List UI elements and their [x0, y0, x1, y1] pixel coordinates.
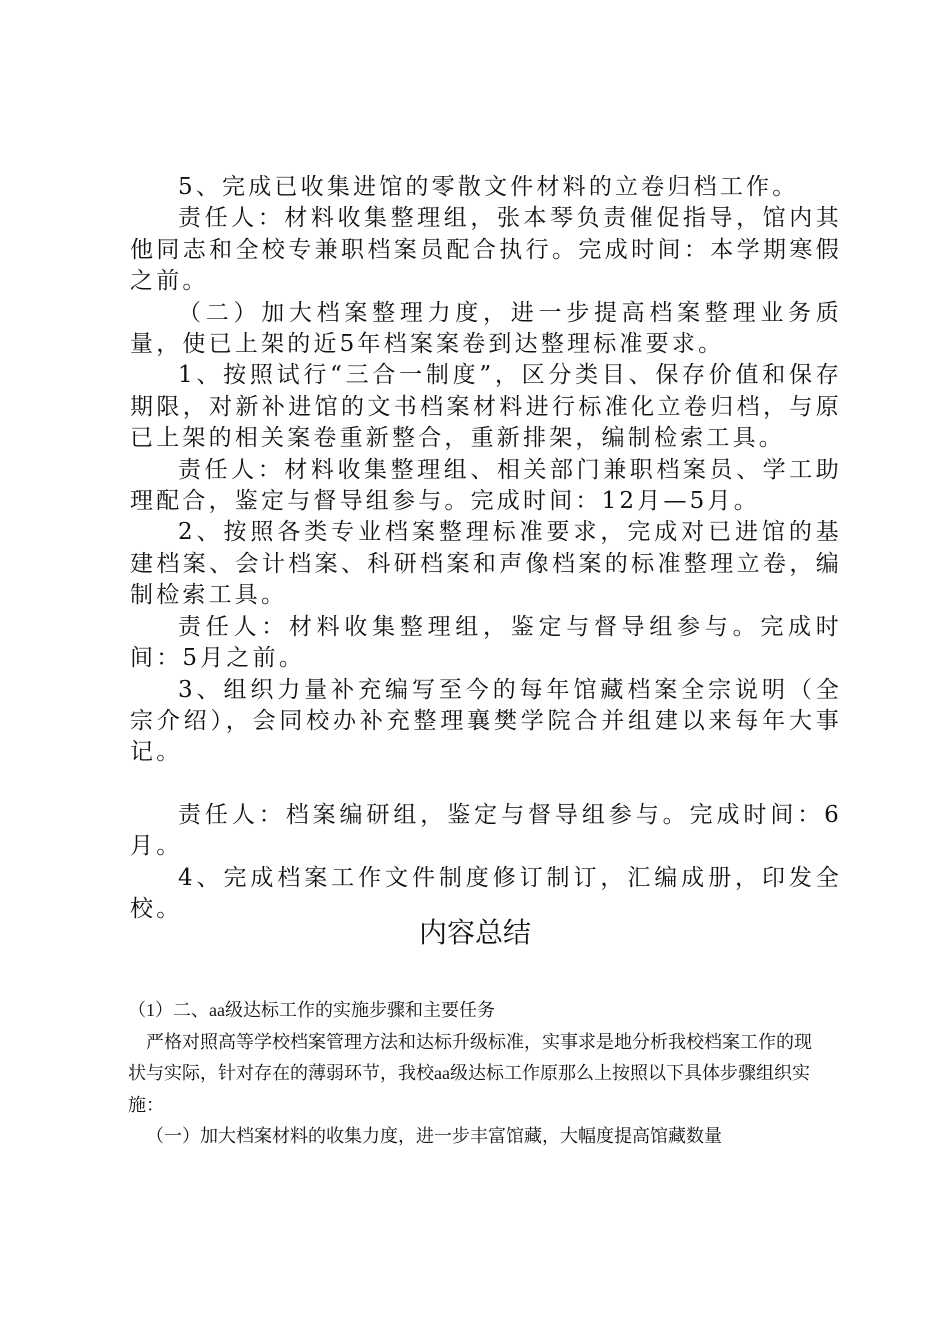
paragraph-responsible-2: 责任人：材料收集整理组、相关部门兼职档案员、学工助理配合，鉴定与督导组参与。完成时间：12月—5月。: [130, 456, 842, 515]
paragraph-responsible-1: 责任人：材料收集整理组，张本琴负责催促指导，馆内其他同志和全校专兼职档案员配合执行。完成时间：本学期寒假之前。: [130, 205, 842, 295]
summary-title: 内容总结: [418, 918, 531, 949]
paragraph-responsible-4: 责任人：档案编研组，鉴定与督导组参与。完成时间：6月。: [130, 801, 842, 860]
paragraph-item-5: 5、完成已收集进馆的零散文件材料的立卷归档工作。: [178, 174, 799, 200]
paragraph-item-3: 3、组织力量补充编写至今的每年馆藏档案全宗说明（全宗介绍），会同校办补充整理襄樊学院合并组建以来每年大事记。: [130, 676, 842, 766]
summary-paragraph: 严格对照高等学校档案管理方法和达标升级标准，实事求是地分析我校档案工作的现状与实际，针对存在的薄弱环节，我校aa级达标工作原那么上按照以下具体步骤组织实施：: [128, 1031, 812, 1115]
summary-section-heading: （一）加大档案材料的收集力度，进一步丰富馆藏，大幅度提高馆藏数量: [146, 1126, 722, 1146]
paragraph-responsible-3: 责任人：材料收集整理组，鉴定与督导组参与。完成时间：5月之前。: [130, 613, 842, 672]
paragraph-item-4: 4、完成档案工作文件制度修订制订，汇编成册，印发全校。: [130, 864, 842, 922]
document-body: [130, 172, 842, 925]
paragraph-item-2: 2、按照各类专业档案整理标准要求，完成对已进馆的基建档案、会计档案、科研档案和声像档案的标准整理立卷，编制检索工具。: [130, 519, 842, 609]
paragraph-section-2: （二）加大档案整理力度，进一步提高档案整理业务质量，使已上架的近5年档案案卷到达整理标准要求。: [130, 299, 842, 358]
summary-heading: （1）二、aa级达标工作的实施步骤和主要任务: [128, 1000, 495, 1020]
summary-section: [128, 995, 828, 1153]
paragraph-item-1: 1、按照试行“三合一制度”，区分类目、保存价值和保存期限，对新补进馆的文书档案材料进行标准化立卷归档，与原已上架的相关案卷重新整合，重新排架，编制检索工具。: [130, 362, 842, 452]
